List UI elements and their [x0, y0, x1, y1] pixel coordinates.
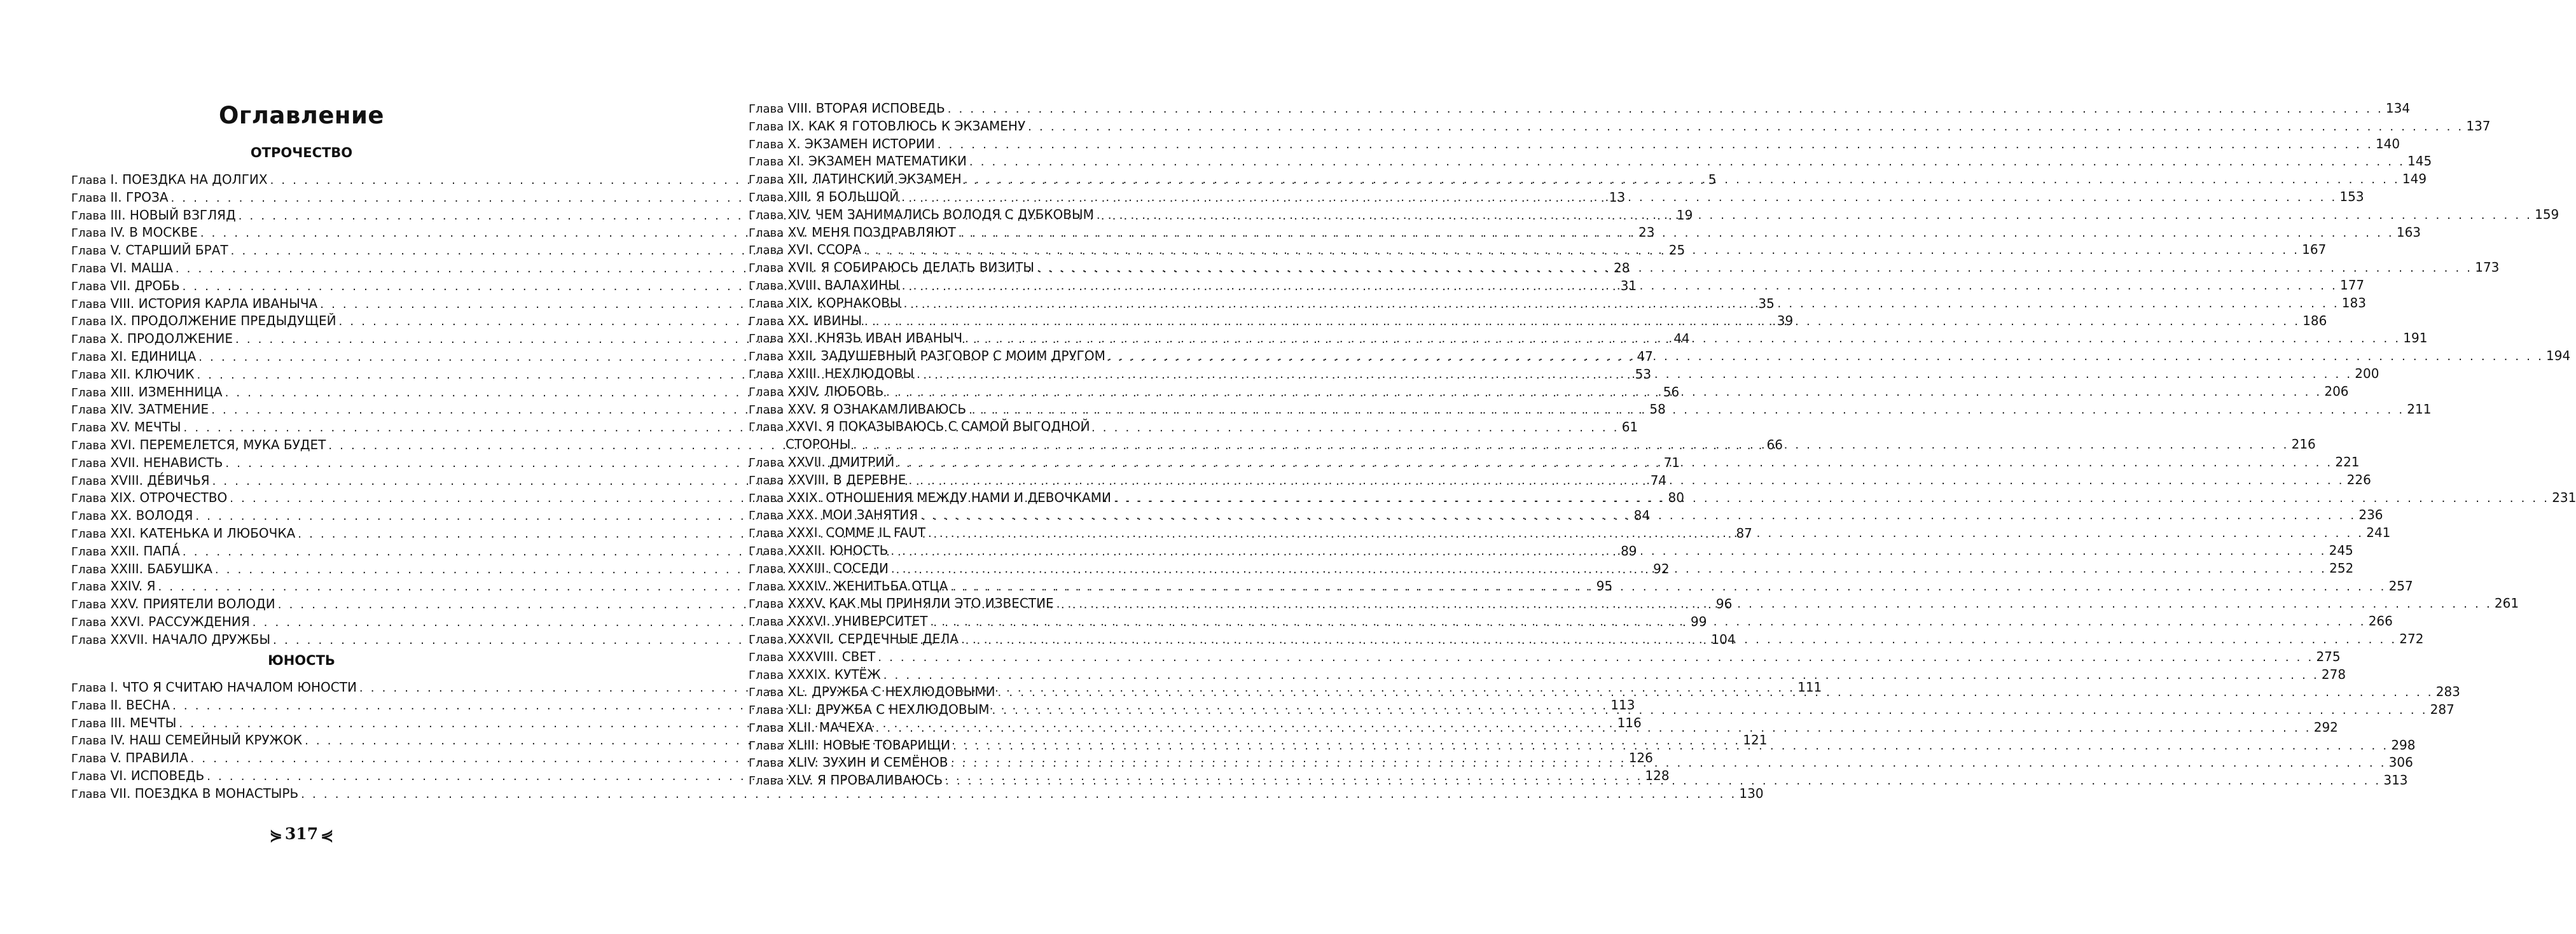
- page-number: 121: [1743, 732, 1768, 748]
- chapter-prefix: Глава: [749, 473, 784, 487]
- dot-leader: [998, 684, 2434, 702]
- chapter-prefix: Глава: [749, 650, 784, 664]
- chapter-title: Глава XXVIII. В ДЕРЕВНЕ: [749, 471, 906, 487]
- ornament-left-icon: ⋟: [269, 826, 282, 844]
- page-number: 44: [1673, 331, 1690, 347]
- chapter-prefix: Глава: [749, 421, 784, 435]
- dot-leader: [902, 277, 2337, 295]
- chapter-prefix: Глава: [71, 716, 107, 730]
- chapter-prefix: Глава: [71, 527, 107, 541]
- chapter-title: Глава VIII. ИСТОРИЯ КАРЛА ИВАНЫЧА: [71, 295, 318, 311]
- chapter-prefix: Глава: [749, 155, 784, 169]
- page-number: 153: [2339, 188, 2364, 204]
- toc-entry: [749, 136, 2400, 153]
- chapter-title: Глава XXI. КАТЕНЬКА И ЛЮБОЧКА: [71, 525, 296, 541]
- dot-leader: [969, 401, 2404, 419]
- page-number: 19: [1676, 207, 1693, 223]
- page-number: 149: [2402, 171, 2427, 187]
- chapter-prefix: Глава: [71, 492, 107, 506]
- chapter-title: Глава XVIII. ДЕ́ВИЧЬЯ: [71, 472, 210, 488]
- section-heading: ОТРОЧЕСТВО: [250, 145, 353, 160]
- chapter-title: Глава IV. НАШ СЕМЕЙНЫЙ КРУЖОК: [71, 732, 303, 748]
- chapter-title: Глава X. ПРОДОЛЖЕНИЕ: [71, 331, 233, 347]
- chapter-prefix: Глава: [749, 190, 784, 204]
- dot-leader: [992, 702, 2427, 720]
- chapter-prefix: Глава: [71, 368, 107, 382]
- chapter-title: Глава XLI. ДРУЖБА С НЕХЛЮДОВЫМ: [749, 702, 990, 718]
- dot-leader: [886, 384, 2322, 401]
- chapter-title: Глава XXIII. БАБУШКА: [71, 561, 212, 576]
- dot-leader: [1056, 596, 2492, 613]
- chapter-prefix: Глава: [749, 367, 784, 381]
- page-number: 126: [1628, 750, 1653, 766]
- dot-leader: [1037, 260, 2472, 277]
- chapter-title-continuation: СТОРОНЫ: [786, 436, 851, 452]
- chapter-prefix: Глава: [71, 261, 107, 275]
- chapter-prefix: Глава: [71, 510, 107, 524]
- page-number: 191: [2403, 330, 2428, 346]
- page-number: 95: [1596, 578, 1613, 594]
- chapter-title: Глава III. НОВЫЙ ВЗГЛЯД: [71, 207, 236, 223]
- page-number: 5: [1708, 172, 1717, 187]
- chapter-prefix: Глава: [749, 385, 784, 399]
- chapter-title: Глава V. ПРАВИЛА: [71, 750, 188, 766]
- dot-leader: [917, 366, 2352, 384]
- page-number: 66: [1766, 436, 1783, 452]
- chapter-prefix: Глава: [749, 562, 784, 576]
- page-number: 28: [1614, 260, 1630, 275]
- chapter-title: Глава XXV. Я ОЗНАКАМЛИВАЮСЬ: [749, 401, 967, 417]
- page-number: 226: [2346, 471, 2371, 487]
- chapter-title: Глава IV. В МОСКВЕ: [71, 225, 198, 240]
- dot-leader: [864, 313, 2300, 331]
- toc-entry: [749, 100, 2411, 118]
- page-number: 272: [2399, 631, 2424, 646]
- chapter-title: Глава XLV. Я ПРОВАЛИВАЮСЬ: [749, 772, 943, 788]
- chapter-title: Глава IX. ПРОДОЛЖЕНИЕ ПРЕДЫДУЩЕЙ: [71, 313, 336, 329]
- chapter-title: Глава XXXII. ЮНОСТЬ: [749, 542, 889, 558]
- page-number: 31: [1620, 277, 1637, 293]
- toc-entry: [749, 118, 2491, 136]
- chapter-prefix: Глава: [71, 681, 107, 695]
- page-number: 47: [1637, 348, 1653, 364]
- page-number: 104: [1711, 631, 1736, 647]
- chapter-title: Глава VIII. ВТОРАЯ ИСПОВЕДЬ: [749, 101, 945, 116]
- page-number: 116: [1617, 714, 1642, 730]
- chapter-prefix: Глава: [71, 297, 107, 311]
- chapter-prefix: Глава: [749, 279, 784, 293]
- chapter-prefix: Глава: [71, 191, 107, 205]
- page-number: 92: [1653, 561, 1670, 576]
- toc-entry: [749, 171, 2427, 188]
- page-number: 163: [2396, 224, 2421, 240]
- chapter-title: Глава XXV. ПРИЯТЕЛИ ВОЛОДИ: [71, 596, 275, 612]
- chapter-prefix: Глава: [749, 226, 784, 240]
- chapter-title: Глава XXXI. COMME IL FAUT: [749, 525, 926, 541]
- page-number: 137: [2466, 118, 2491, 134]
- chapter-prefix: Глава: [71, 174, 107, 187]
- page-number: 89: [1621, 543, 1637, 559]
- chapter-title: Глава XI. ЕДИНИЦА: [71, 348, 197, 364]
- chapter-prefix: Глава: [749, 668, 784, 682]
- page-number: 177: [2339, 277, 2365, 293]
- chapter-title: Глава VII. ПОЕЗДКА В МОНАСТЫРЬ: [71, 785, 299, 801]
- chapter-prefix: Глава: [749, 314, 784, 328]
- chapter-prefix: Глава: [71, 333, 107, 347]
- dot-leader: [901, 189, 2337, 207]
- page-number: 173: [2475, 260, 2500, 275]
- section-heading: ЮНОСТЬ: [268, 653, 335, 668]
- chapter-title: Глава XIII. Я БОЛЬШОЙ: [749, 188, 899, 204]
- chapter-title: Глава XXVI. РАССУЖДЕНИЯ: [71, 613, 250, 629]
- chapter-prefix: Глава: [749, 615, 784, 629]
- chapter-prefix: Глава: [71, 421, 107, 435]
- chapter-title: Глава VII. ДРОБЬ: [71, 277, 180, 293]
- dot-leader: [890, 543, 2326, 561]
- toc-entry: [749, 648, 2341, 666]
- chapter-prefix: Глава: [71, 244, 107, 258]
- dot-leader: [920, 507, 2356, 525]
- page-number: 194: [2546, 348, 2571, 364]
- page-number: 278: [2321, 666, 2346, 682]
- chapter-title: Глава XXIII. НЕХЛЮДОВЫ: [749, 365, 915, 381]
- page-number: 313: [2383, 772, 2408, 788]
- chapter-prefix: Глава: [749, 332, 784, 346]
- dot-leader: [928, 525, 2364, 543]
- page-number: 275: [2316, 648, 2341, 664]
- page-number: 159: [2535, 206, 2559, 222]
- page-number: 111: [1797, 680, 1822, 695]
- ornament-right-icon: ⋞: [321, 826, 334, 844]
- chapter-prefix: Глава: [749, 686, 784, 700]
- dot-leader: [864, 242, 2299, 260]
- dot-leader: [891, 561, 2327, 578]
- dot-leader: [904, 295, 2339, 313]
- chapter-title: Глава XXXIX. КУТЁЖ: [749, 666, 881, 682]
- chapter-title: Глава XII. ЛАТИНСКИЙ ЭКЗАМЕН: [749, 171, 962, 187]
- page-number: 236: [2358, 507, 2383, 523]
- chapter-prefix: Глава: [749, 632, 784, 646]
- page-number: 128: [1645, 767, 1670, 783]
- chapter-prefix: Глава: [71, 350, 107, 364]
- dot-leader: [964, 171, 2400, 189]
- chapter-prefix: Глава: [749, 597, 784, 611]
- chapter-title: Глава XXVII. НАЧАЛО ДРУЖБЫ: [71, 631, 271, 647]
- chapter-title: Глава XXIV. Я: [71, 578, 156, 594]
- chapter-prefix: Глава: [749, 739, 784, 753]
- toc-entry: [749, 418, 1208, 436]
- chapter-title: Глава XXXIII. СОСЕДИ: [749, 560, 889, 576]
- chapter-prefix: Глава: [71, 279, 107, 293]
- chapter-title: Глава IX. КАК Я ГОТОВЛЮСЬ К ЭКЗАМЕНУ: [749, 118, 1026, 134]
- chapter-prefix: Глава: [749, 350, 784, 364]
- chapter-title: Глава XII. КЛЮЧИК: [71, 366, 195, 382]
- page-number: 221: [2335, 454, 2360, 470]
- chapter-prefix: Глава: [749, 509, 784, 523]
- dot-leader: [1114, 490, 2549, 508]
- page-number: 283: [2435, 684, 2460, 700]
- chapter-title: Глава I. ПОЕЗДКА НА ДОЛГИХ: [71, 172, 268, 187]
- dot-leader: [959, 225, 2394, 242]
- chapter-title: Глава XI. ЭКЗАМЕН МАТЕМАТИКИ: [749, 153, 967, 169]
- chapter-title: Глава XV. МЕЧТЫ: [71, 419, 181, 435]
- chapter-title: Глава XIV. ЗАТМЕНИЕ: [71, 401, 209, 417]
- toc-title: Оглавление: [218, 102, 385, 129]
- page-number: 231: [2552, 489, 2576, 505]
- page-number: 167: [2302, 242, 2327, 258]
- dot-leader: [950, 578, 2386, 596]
- page-number: 61: [1621, 419, 1638, 435]
- page-number: 261: [2494, 596, 2519, 611]
- chapter-title: Глава XX. ИВИНЫ: [749, 312, 862, 328]
- chapter-title: Глава XXXV. КАК МЫ ПРИНЯЛИ ЭТО ИЗВЕСТИЕ: [749, 596, 1054, 611]
- chapter-title: Глава XXI. КНЯЗЬ ИВАН ИВАНЫЧ: [749, 330, 963, 346]
- page-number: 113: [1610, 697, 1635, 713]
- chapter-prefix: Глава: [749, 774, 784, 788]
- chapter-title: Глава XXVI. Я ПОКАЗЫВАЮСЬ С САМОЙ ВЫГОДНОЙ: [749, 419, 1090, 435]
- chapter-title: Глава XIV. ЧЕМ ЗАНИМАЛИСЬ ВОЛОДЯ С ДУБКОВЫМ: [749, 206, 1094, 222]
- page-number: 99: [1690, 613, 1707, 629]
- dot-leader: [948, 101, 2383, 118]
- chapter-prefix: Глава: [71, 227, 107, 240]
- dot-leader: [876, 720, 2311, 737]
- dot-leader: [853, 436, 2289, 454]
- chapter-title: Глава II. ВЕСНА: [71, 697, 170, 713]
- chapter-title: Глава XVII. Я СОБИРАЮСЬ ДЕЛАТЬ ВИЗИТЫ: [749, 260, 1035, 275]
- chapter-prefix: Глава: [71, 438, 107, 452]
- toc-entry: [749, 666, 2346, 684]
- chapter-title: Глава XXXVIII. СВЕТ: [749, 648, 876, 664]
- chapter-prefix: Глава: [71, 456, 107, 470]
- page-number: 266: [2368, 613, 2393, 629]
- page-number: 53: [1635, 366, 1652, 382]
- page-number: 130: [1739, 785, 1764, 801]
- toc-entry: [71, 785, 1764, 803]
- chapter-prefix: Глава: [71, 734, 107, 748]
- page-number: 58: [1649, 401, 1666, 417]
- dot-leader: [969, 153, 2405, 171]
- chapter-title: Глава XXXVI. УНИВЕРСИТЕТ: [749, 613, 928, 629]
- page-number-value: 317: [284, 825, 319, 843]
- chapter-prefix: Глава: [71, 633, 107, 647]
- chapter-title: Глава III. МЕЧТЫ: [71, 714, 177, 730]
- chapter-prefix: Глава: [749, 527, 784, 541]
- page-number: 245: [2329, 542, 2353, 558]
- chapter-prefix: Глава: [749, 544, 784, 558]
- dot-leader: [1108, 348, 2544, 366]
- chapter-prefix: Глава: [71, 615, 107, 629]
- page-number: 211: [2407, 401, 2432, 417]
- chapter-title: Глава XXIX. ОТНОШЕНИЯ МЕЖДУ НАМИ И ДЕВОЧКАМИ: [749, 489, 1111, 505]
- chapter-title: Глава XX. ВОЛОДЯ: [71, 508, 193, 524]
- chapter-prefix: Глава: [71, 699, 107, 713]
- chapter-prefix: Глава: [71, 403, 107, 417]
- chapter-title: Глава XXVII. ДМИТРИЙ: [749, 454, 895, 470]
- page-number: [71, 825, 532, 844]
- page-number: 134: [2385, 101, 2411, 116]
- dot-leader: [1028, 118, 2463, 136]
- chapter-title: Глава XLII. МАЧЕХА: [749, 719, 873, 735]
- dot-leader: [931, 613, 2366, 631]
- chapter-title: Глава XXII. ЗАДУШЕВНЫЙ РАЗГОВОР С МОИМ ДРУГОМ: [749, 348, 1105, 364]
- page-number: 183: [2341, 295, 2366, 310]
- chapter-prefix: Глава: [749, 756, 784, 770]
- chapter-prefix: Глава: [749, 102, 784, 116]
- chapter-title: Глава II. ГРОЗА: [71, 189, 169, 205]
- page-number: 39: [1776, 313, 1794, 329]
- page-number: 71: [1663, 454, 1680, 470]
- chapter-prefix: Глава: [71, 209, 107, 223]
- chapter-title: Глава XVIII. ВАЛАХИНЫ: [749, 277, 899, 293]
- dot-leader: [945, 772, 2381, 790]
- chapter-title: Глава XXXIV. ЖЕНИТЬБА ОТЦА: [749, 578, 948, 594]
- chapter-title: Глава XVI. ПЕРЕМЕЛЕТСЯ, МУКА БУДЕТ: [71, 436, 326, 452]
- page-number: 287: [2430, 702, 2455, 718]
- chapter-prefix: Глава: [749, 491, 784, 505]
- chapter-title: Глава XIX. КОРНАКОВЫ: [749, 295, 901, 310]
- page-number: 216: [2291, 436, 2316, 452]
- page-number: 23: [1638, 225, 1655, 240]
- toc-entry: [749, 153, 2432, 171]
- chapter-prefix: Глава: [71, 562, 107, 576]
- page-number: 306: [2388, 755, 2413, 770]
- page-number: 241: [2366, 525, 2391, 541]
- chapter-title: Глава XIII. ИЗМЕННИЦА: [71, 384, 223, 400]
- chapter-title: Глава XLIII. НОВЫЕ ТОВАРИЩИ: [749, 737, 951, 753]
- page-number: 140: [2375, 136, 2400, 151]
- page-number: 200: [2355, 365, 2379, 381]
- page-number: 96: [1715, 596, 1733, 612]
- dot-leader: [908, 472, 2344, 490]
- chapter-title: Глава XXX. МОИ ЗАНЯТИЯ: [749, 507, 918, 523]
- chapter-prefix: Глава: [749, 580, 784, 594]
- chapter-title: Глава X. ЭКЗАМЕН ИСТОРИИ: [749, 136, 935, 151]
- chapter-prefix: Глава: [71, 598, 107, 612]
- chapter-prefix: Глава: [749, 173, 784, 187]
- page-number: 84: [1633, 508, 1651, 524]
- chapter-prefix: Глава: [749, 244, 784, 258]
- page-number: 252: [2329, 560, 2354, 576]
- chapter-prefix: Глава: [749, 403, 784, 417]
- chapter-prefix: Глава: [71, 769, 107, 783]
- page-number: 206: [2324, 383, 2349, 399]
- dot-leader: [938, 136, 2373, 154]
- page-number: 25: [1668, 242, 1686, 258]
- chapter-title: Глава XL. ДРУЖБА С НЕХЛЮДОВЫМИ: [749, 684, 995, 700]
- chapter-prefix: Глава: [749, 137, 784, 151]
- chapter-prefix: Глава: [71, 580, 107, 594]
- dot-leader: [883, 667, 2319, 685]
- chapter-title: Глава I. ЧТО Я СЧИТАЮ НАЧАЛОМ ЮНОСТИ: [71, 680, 357, 695]
- page-number: 257: [2388, 578, 2413, 594]
- dot-leader: [1097, 207, 2532, 225]
- chapter-prefix: Глава: [71, 315, 107, 329]
- chapter-title: Глава XVII. НЕНАВИСТЬ: [71, 454, 223, 470]
- dot-leader: [961, 631, 2397, 649]
- chapter-title: Глава XVI. ССОРА: [749, 242, 861, 258]
- chapter-title: Глава XXXVII. СЕРДЕЧНЫЕ ДЕЛА: [749, 631, 959, 646]
- chapter-prefix: Глава: [749, 208, 784, 222]
- chapter-title: Глава VI. МАША: [71, 260, 173, 275]
- page-number: 13: [1609, 189, 1626, 205]
- chapter-title: Глава XV. МЕНЯ ПОЗДРАВЛЯЮТ: [749, 224, 956, 240]
- chapter-prefix: Глава: [71, 386, 107, 400]
- page-number: 80: [1668, 490, 1684, 506]
- dot-leader: [950, 755, 2386, 772]
- chapter-prefix: Глава: [749, 296, 784, 310]
- chapter-prefix: Глава: [71, 545, 107, 559]
- page-number: 186: [2302, 312, 2327, 328]
- page-number: 74: [1650, 472, 1667, 488]
- page-number: 35: [1758, 295, 1775, 311]
- page-number: 145: [2407, 153, 2432, 169]
- dot-leader: [953, 737, 2388, 755]
- dot-leader: [965, 330, 2400, 348]
- chapter-title: Глава XIX. ОТРОЧЕСТВО: [71, 490, 228, 506]
- chapter-title: Глава VI. ИСПОВЕДЬ: [71, 767, 205, 783]
- chapter-prefix: Глава: [749, 120, 784, 134]
- chapter-title: Глава XXIV. ЛЮБОВЬ: [749, 383, 884, 399]
- page-number: 87: [1736, 525, 1752, 541]
- chapter-prefix: Глава: [71, 474, 107, 488]
- chapter-prefix: Глава: [71, 752, 107, 766]
- page-number: 298: [2391, 737, 2416, 753]
- chapter-prefix: Глава: [749, 704, 784, 718]
- chapter-title: Глава XLIV. ЗУХИН И СЕМЁНОВ: [749, 755, 948, 770]
- chapter-prefix: Глава: [749, 721, 784, 735]
- chapter-title: Глава XXII. ПАПА́: [71, 543, 180, 559]
- chapter-prefix: Глава: [749, 261, 784, 275]
- page-number: 292: [2313, 719, 2338, 735]
- chapter-title: Глава V. СТАРШИЙ БРАТ: [71, 242, 228, 258]
- chapter-prefix: Глава: [749, 456, 784, 470]
- dot-leader: [897, 454, 2332, 472]
- chapter-prefix: Глава: [71, 787, 107, 801]
- dot-leader: [878, 649, 2313, 667]
- page-number: 56: [1663, 384, 1680, 400]
